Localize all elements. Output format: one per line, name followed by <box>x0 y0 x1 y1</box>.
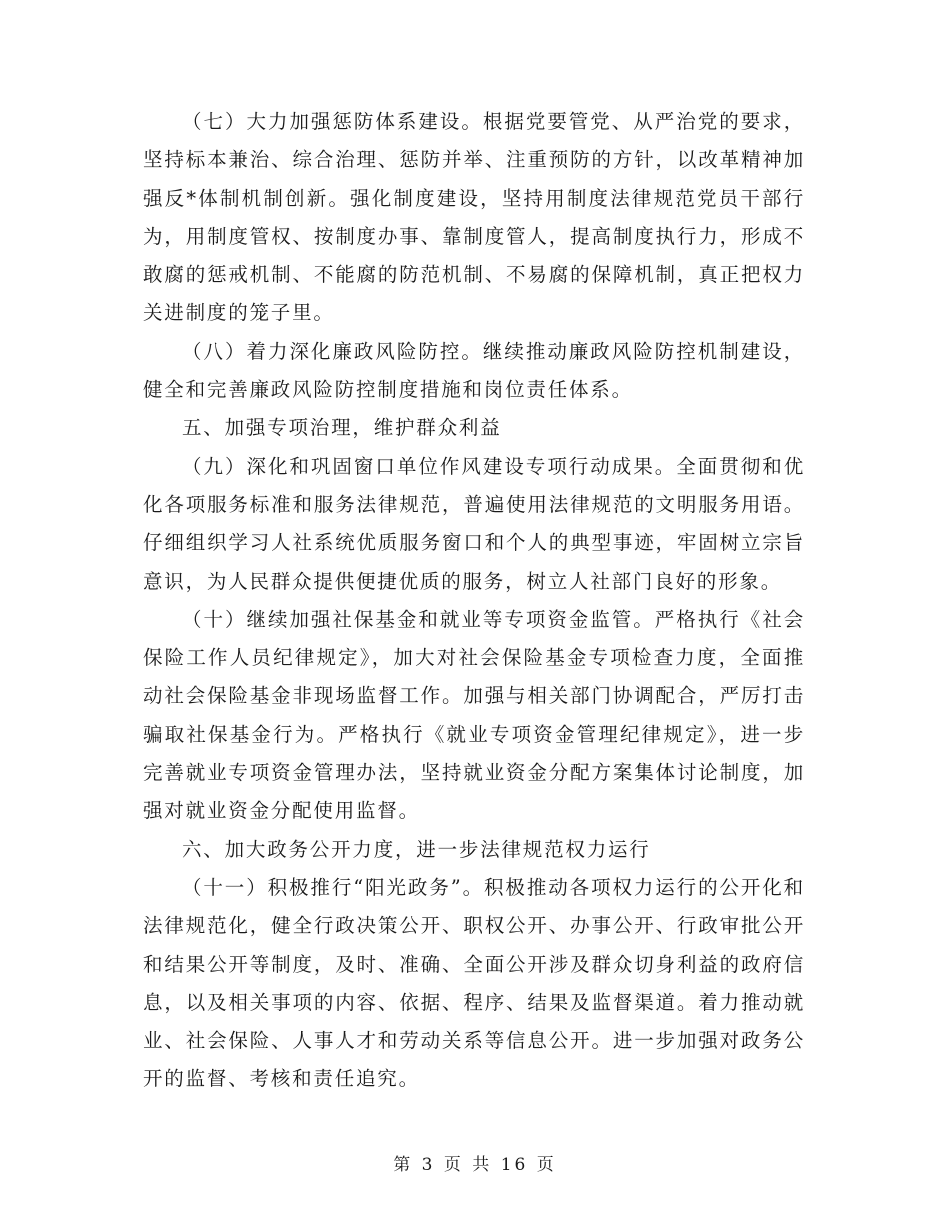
document-body <box>143 103 805 1099</box>
paragraph-9: （九）深化和巩固窗口单位作风建设专项行动成果。全面贯彻和优化各项服务标准和服务法律规范，普遍使用法律规范的文明服务用语。仔细组织学习人社系统优质服务窗口和个人的典型事迹，牢固树立宗旨意识，为人民群众提供便捷优质的服务，树立人社部门良好的形象。 <box>143 454 805 593</box>
section-heading-6: 六、加大政务公开力度，进一步法律规范权力运行 <box>182 837 651 861</box>
section-heading-5: 五、加强专项治理，维护群众利益 <box>182 416 502 440</box>
paragraph-10: （十）继续加强社保基金和就业等专项资金监管。严格执行《社会保险工作人员纪律规定》，加大对社会保险基金专项检查力度，全面推动社会保险基金非现场监督工作。加强与相关部门协调配合，严厉打击骗取社保基金行为。严格执行《就业专项资金管理纪律规定》，进一步完善就业专项资金管理办法，坚持就业资金分配方案集体讨论制度，加强对就业资金分配使用监督。 <box>143 607 805 823</box>
page-number-footer: 第 3 页 共 16 页 <box>393 1155 557 1175</box>
paragraph-7: （七）大力加强惩防体系建设。根据党要管党、从严治党的要求，坚持标本兼治、综合治理、惩防并举、注重预防的方针，以改革精神加强反*体制机制创新。强化制度建设，坚持用制度法律规范党员干部行为，用制度管权、按制度办事、靠制度管人，提高制度执行力，形成不敢腐的惩戒机制、不能腐的防范机制、不易腐的保障机制，真正把权力关进制度的笼子里。 <box>143 110 805 325</box>
paragraph-8: （八）着力深化廉政风险防控。继续推动廉政风险防控机制建设，健全和完善廉政风险防控制度措施和岗位责任体系。 <box>143 339 805 402</box>
paragraph-11: （十一）积极推行“阳光政务”。积极推动各项权力运行的公开化和法律规范化，健全行政决策公开、职权公开、办事公开、行政审批公开和结果公开等制度，及时、准确、全面公开涉及群众切身利益的政府信息，以及相关事项的内容、依据、程序、结果及监督渠道。着力推动就业、社会保险、人事人才和劳动关系等信息公开。进一步加强对政务公开的监督、考核和责任追究。 <box>143 875 805 1091</box>
